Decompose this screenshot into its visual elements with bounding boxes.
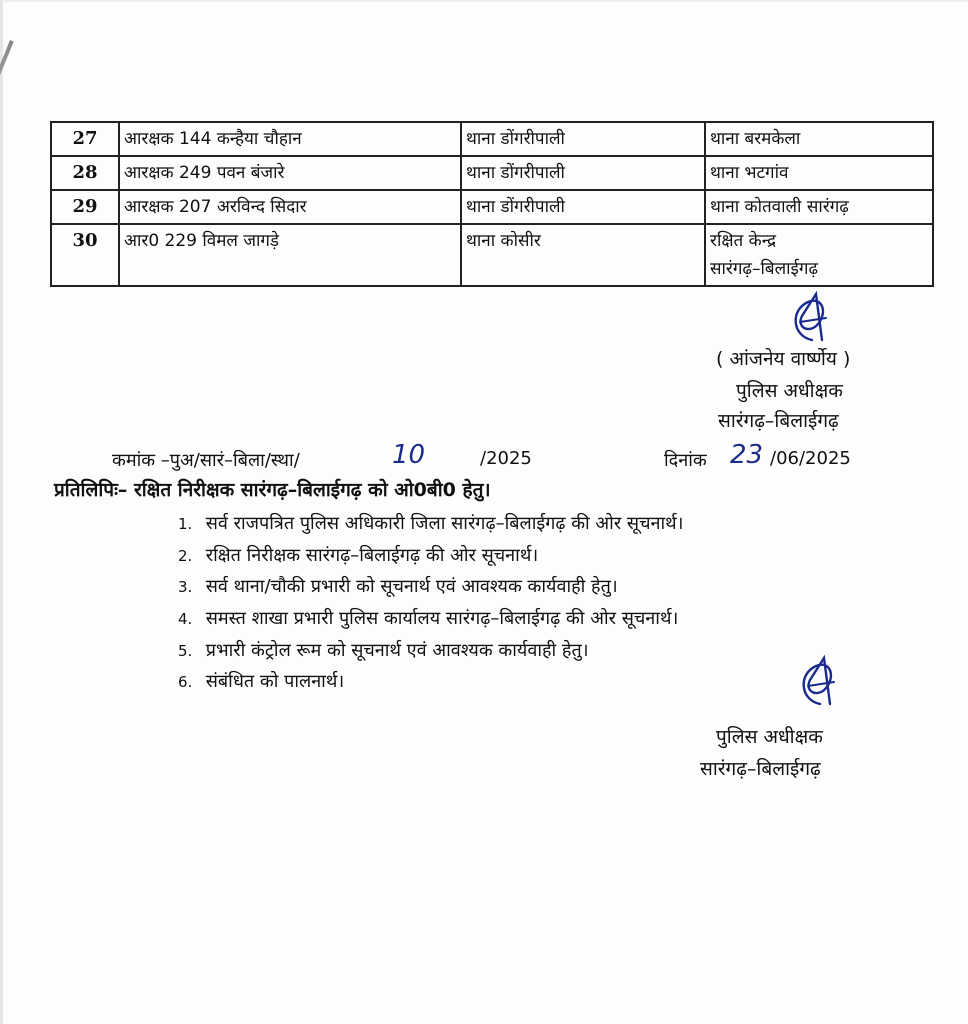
order-number: 10 [392, 440, 426, 470]
item-text: प्रभारी कंट्रोल रूम को सूचनार्थ एवं आवश्यक कार्यवाही हेतु। [205, 639, 589, 661]
employee-name: आरक्षक 249 पवन बंजारे [119, 156, 461, 190]
signatory-district: सारंगढ़–बिलाईगढ़ [700, 758, 821, 780]
copy-to-title: प्रतिलिपिः– रक्षित निरीक्षक सारंगढ़–बिलाईगढ़ को ओ0बी0 हेतु। [54, 479, 491, 501]
item-number: 2. [178, 546, 193, 565]
employee-name: आर0 229 विमल जागड़े [119, 224, 461, 286]
item-number: 6. [178, 673, 193, 692]
new-posting [705, 190, 933, 224]
signature-mark [790, 654, 846, 710]
new-posting [705, 122, 933, 156]
item-number: 1. [178, 515, 193, 533]
order-year: /2025 [480, 448, 532, 469]
date-day: 23 [730, 440, 764, 470]
item-number: 5. [178, 641, 193, 660]
order-number-prefix: कमांक –पुअ/सारं–बिला/स्था/ [112, 450, 300, 471]
new-posting-line: सारंगढ़–बिलाईगढ़ [710, 259, 819, 279]
transfer-table [50, 121, 934, 287]
item-text: सर्व राजपत्रित पुलिस अधिकारी जिला सारंगढ़–बिलाईगढ़ की ओर सूचनार्थ। [205, 513, 684, 534]
serial-number: 30 [51, 224, 119, 286]
new-posting-line: थाना कोतवाली सारंगढ़ [710, 197, 849, 217]
current-posting: थाना डोंगरीपाली [461, 156, 705, 190]
list-item [178, 635, 684, 667]
current-posting: थाना डोंगरीपाली [461, 122, 705, 156]
table-row [51, 156, 933, 190]
item-text: समस्त शाखा प्रभारी पुलिस कार्यालय सारंगढ़–बिलाईगढ़ की ओर सूचनार्थ। [205, 608, 679, 630]
item-text: रक्षित निरीक्षक सारंगढ़–बिलाईगढ़ की ओर सूचनार्थ। [205, 544, 539, 566]
list-item [178, 540, 684, 572]
current-posting: थाना कोसीर [461, 224, 705, 286]
new-posting-line: रक्षित केन्द्र [710, 231, 776, 251]
reference-line [0, 440, 968, 476]
new-posting-line: थाना भटगांव [710, 163, 789, 183]
list-item [178, 666, 684, 698]
date-label: दिनांक [664, 450, 707, 471]
signatory-district: सारंगढ़–बिलाईगढ़ [718, 410, 839, 432]
serial-number: 29 [51, 190, 119, 224]
list-item [178, 603, 684, 635]
new-posting [705, 156, 933, 190]
table-row [51, 122, 933, 156]
signatory-designation: पुलिस अधीक्षक [716, 726, 823, 748]
signatory-designation: पुलिस अधीक्षक [736, 380, 843, 402]
list-item [178, 508, 684, 540]
serial-number: 28 [51, 156, 119, 190]
table-row [51, 190, 933, 224]
date-rest: /06/2025 [770, 448, 851, 469]
item-number: 3. [178, 578, 193, 597]
signatory-name: ( आंजनेय वार्ष्णेय ) [716, 348, 851, 370]
item-text: संबंधित को पालनार्थ। [205, 671, 345, 693]
table-row [51, 224, 933, 286]
signature-mark [782, 290, 838, 346]
item-text: सर्व थाना/चौकी प्रभारी को सूचनार्थ एवं आवश्यक कार्यवाही हेतु। [205, 576, 618, 598]
employee-name: आरक्षक 144 कन्हैया चौहान [119, 122, 461, 156]
serial-number: 27 [51, 122, 119, 156]
item-number: 4. [178, 610, 193, 629]
copy-to-list [178, 508, 684, 698]
list-item [178, 571, 684, 603]
current-posting: थाना डोंगरीपाली [461, 190, 705, 224]
new-posting-line: थाना बरमकेला [710, 129, 801, 149]
new-posting [705, 224, 933, 286]
employee-name: आरक्षक 207 अरविन्द सिदार [119, 190, 461, 224]
